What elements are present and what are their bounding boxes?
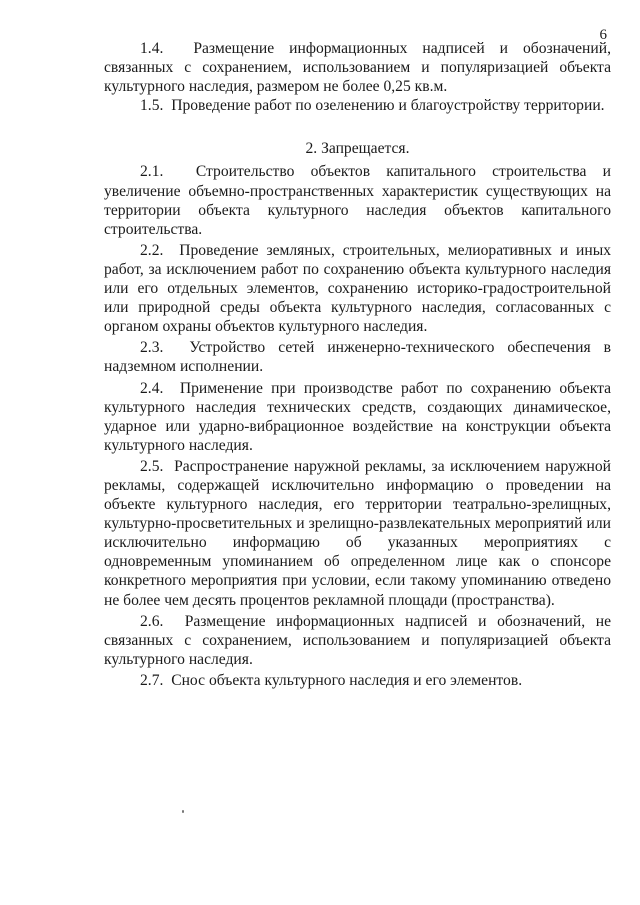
paragraph-2-2 — [104, 241, 611, 336]
paragraph-2-1 — [104, 162, 611, 238]
item-text: Проведение работ по озеленению и благоустройству территории. — [171, 97, 605, 115]
paragraph-2-7 — [104, 671, 611, 690]
paragraph-2-3 — [104, 338, 611, 376]
item-text: Распространение наружной рекламы, за исключением наружной рекламы, содержащей исключительно информацию о проведении на объекте культурного наследия, его территории театрально-зрелищных, культурно-просветительных и зрелищно-развлекательных мероприятий или исключительно информацию об указанных мероприятиях с одновременным упоминанием об определенном лице как о спонсоре конкретного мероприятия при условии, если такому упоминанию отведено не более чем десять процентов рекламной площади (пространства). — [104, 457, 611, 609]
page-number: 6 — [599, 27, 607, 43]
section-title: 2. Запрещается. — [305, 140, 410, 158]
item-text: Размещение информационных надписей и обозначений, не связанных с сохранением, использованием и популяризацией объекта культурного наследия. — [104, 612, 612, 668]
paragraph-1-5 — [104, 96, 611, 115]
item-number: 2.3. — [140, 339, 164, 357]
item-number: 2.5. — [140, 457, 164, 475]
item-text: Применение при производстве работ по сохранению объекта культурного наследия технических средств, создающих динамическое, ударное или ударно-вибрационное воздействие на конструкции объекта культурного наследия. — [104, 379, 611, 454]
scan-speck — [182, 810, 184, 813]
item-text: Устройство сетей инженерно-технического обеспечения в надземном исполнении. — [104, 339, 611, 376]
item-number: 2.1. — [140, 163, 164, 181]
item-text: Снос объекта культурного наследия и его элементов. — [171, 671, 523, 689]
item-text: Проведение земляных, строительных, мелиоративных и иных работ, за исключением работ по сохранению объекта культурного наследия или его отдельных элементов, сохранению историко-градостроительной или природной среды объекта культурного наследия, согласованных с органом охраны объектов культурного наследия. — [104, 241, 611, 336]
item-number: 2.6. — [140, 612, 164, 630]
item-number: 2.7. — [140, 671, 164, 689]
item-number: 1.4. — [140, 40, 164, 57]
item-number: 2.2. — [140, 241, 164, 259]
item-number: 1.5. — [140, 97, 164, 115]
paragraph-2-5 — [104, 457, 611, 610]
item-number: 2.4. — [140, 379, 164, 397]
paragraph-2-6 — [104, 612, 611, 669]
item-text: Размещение информационных надписей и обозначений, связанных с сохранением, использованием и популяризацией объекта культурного наследия, размером не более 0,25 кв.м. — [104, 40, 611, 96]
paragraph-1-4 — [104, 39, 611, 96]
paragraph-2-4 — [104, 379, 611, 455]
item-text: Строительство объектов капитального строительства и увеличение объемно-пространственных характеристик существующих на территории объекта культурного наследия объектов капитального строительства. — [104, 163, 612, 238]
document-body — [104, 39, 611, 690]
